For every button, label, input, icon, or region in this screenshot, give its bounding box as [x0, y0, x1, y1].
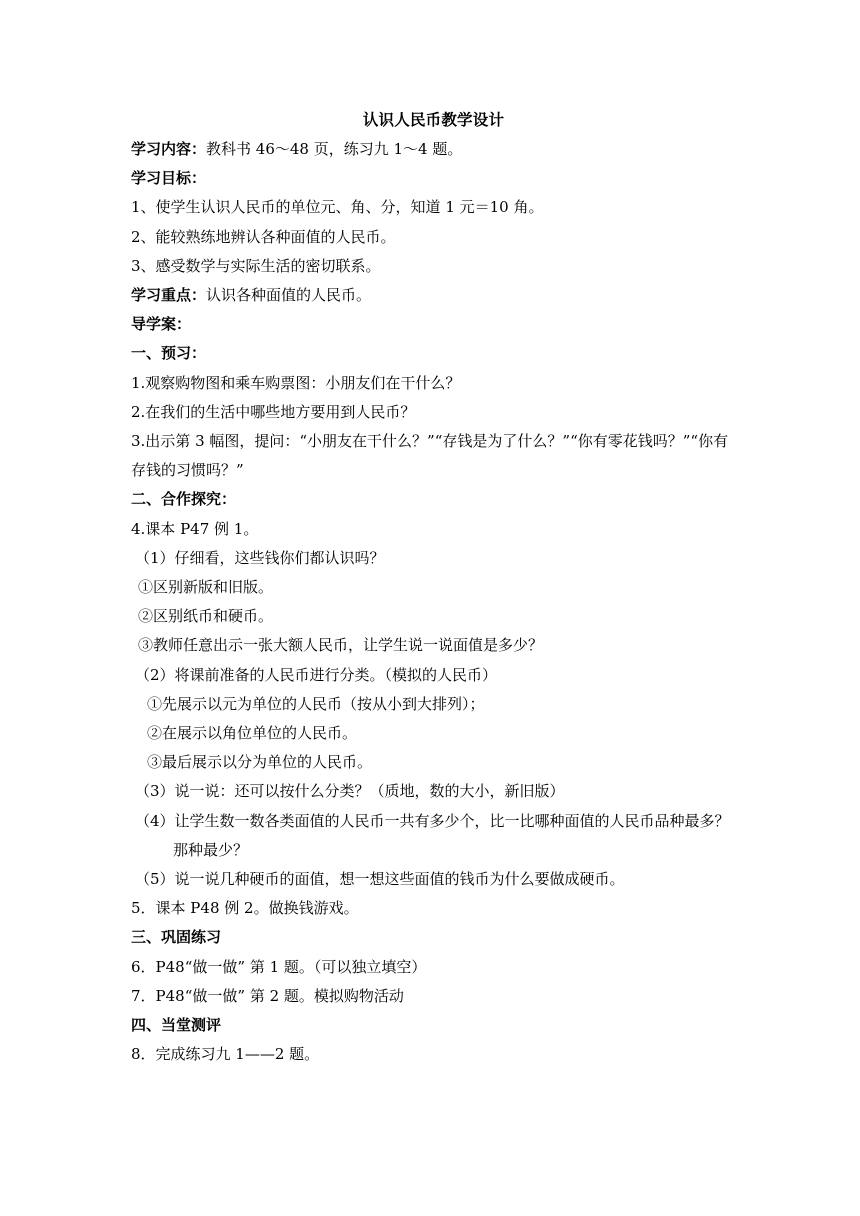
- preview-item-1: 1.观察购物图和乘车购票图：小朋友们在干什么？: [131, 373, 461, 392]
- assessment-item-8: 8．完成练习九 1——2 题。: [131, 1045, 320, 1064]
- goal-item-1: 1、使学生认识人民币的单位元、角、分，知道 1 元＝10 角。: [131, 198, 544, 217]
- section-assessment-heading: 四、当堂测评: [131, 1016, 222, 1035]
- section-practice-heading: 三、巩固练习: [131, 928, 222, 947]
- explore-item-4: 4.课本 P47 例 1。: [131, 519, 259, 538]
- learning-content-label: 学习内容：: [131, 140, 207, 158]
- explore-sub-2-point-2: ②在展示以角位单位的人民币。: [147, 724, 358, 743]
- key-point-label: 学习重点：: [131, 286, 207, 305]
- document-title: 认识人民币教学设计: [362, 111, 505, 129]
- goal-item-2: 2、能较熟练地辨认各种面值的人民币。: [131, 227, 396, 246]
- learning-content: [131, 135, 736, 164]
- guide-heading: 导学案：: [131, 315, 192, 334]
- preview-item-2: 2.在我们的生活中哪些地方要用到人民币？: [131, 402, 416, 421]
- explore-sub-1: （1）仔细看，这些钱你们都认识吗？: [135, 548, 385, 567]
- explore-sub-1-point-2: ②区别纸币和硬币。: [138, 607, 274, 626]
- learning-key-point: [131, 281, 736, 310]
- goal-item-3: 3、感受数学与实际生活的密切联系。: [131, 256, 381, 275]
- preview-item-3: 3.出示第 3 幅图，提问：“小朋友在干什么？”“存钱是为了什么？”“你有零花钱吗？”“你有存钱的习惯吗？”: [131, 432, 729, 480]
- learning-content-text: 教科书 46～48 页，练习九 1～4 题。: [206, 140, 463, 158]
- practice-item-7: 7．P48“做一做” 第 2 题。模拟购物活动: [131, 986, 404, 1005]
- explore-sub-4: （4）让学生数一数各类面值的人民币一共有多少个，比一比哪种面值的人民币品种最多？那种最少？: [135, 811, 730, 859]
- section-explore-heading: 二、合作探究：: [131, 490, 237, 509]
- explore-sub-5: （5）说一说几种硬币的面值，想一想这些面值的钱币为什么要做成硬币。: [135, 870, 625, 889]
- section-preview-heading: 一、预习：: [131, 344, 207, 363]
- explore-sub-2-point-3: ③最后展示以分为单位的人民币。: [147, 753, 373, 772]
- practice-item-6: 6．P48“做一做” 第 1 题。（可以独立填空）: [131, 957, 427, 976]
- goals-heading: 学习目标：: [131, 169, 207, 188]
- explore-sub-3: （3）说一说：还可以按什么分类？（质地，数的大小，新旧版）: [135, 782, 565, 801]
- key-point-text: 认识各种面值的人民币。: [206, 286, 372, 305]
- explore-sub-1-point-1: ①区别新版和旧版。: [138, 578, 274, 597]
- explore-sub-2: （2）将课前准备的人民币进行分类。（模拟的人民币）: [135, 665, 498, 684]
- document-body: [131, 106, 736, 1070]
- explore-item-5: 5．课本 P48 例 2。做换钱游戏。: [131, 899, 359, 918]
- explore-sub-2-point-1: ①先展示以元为单位的人民币（按从小到大排列）；: [147, 694, 485, 713]
- explore-sub-1-point-3: ③教师任意出示一张大额人民币，让学生说一说面值是多少？: [138, 636, 544, 655]
